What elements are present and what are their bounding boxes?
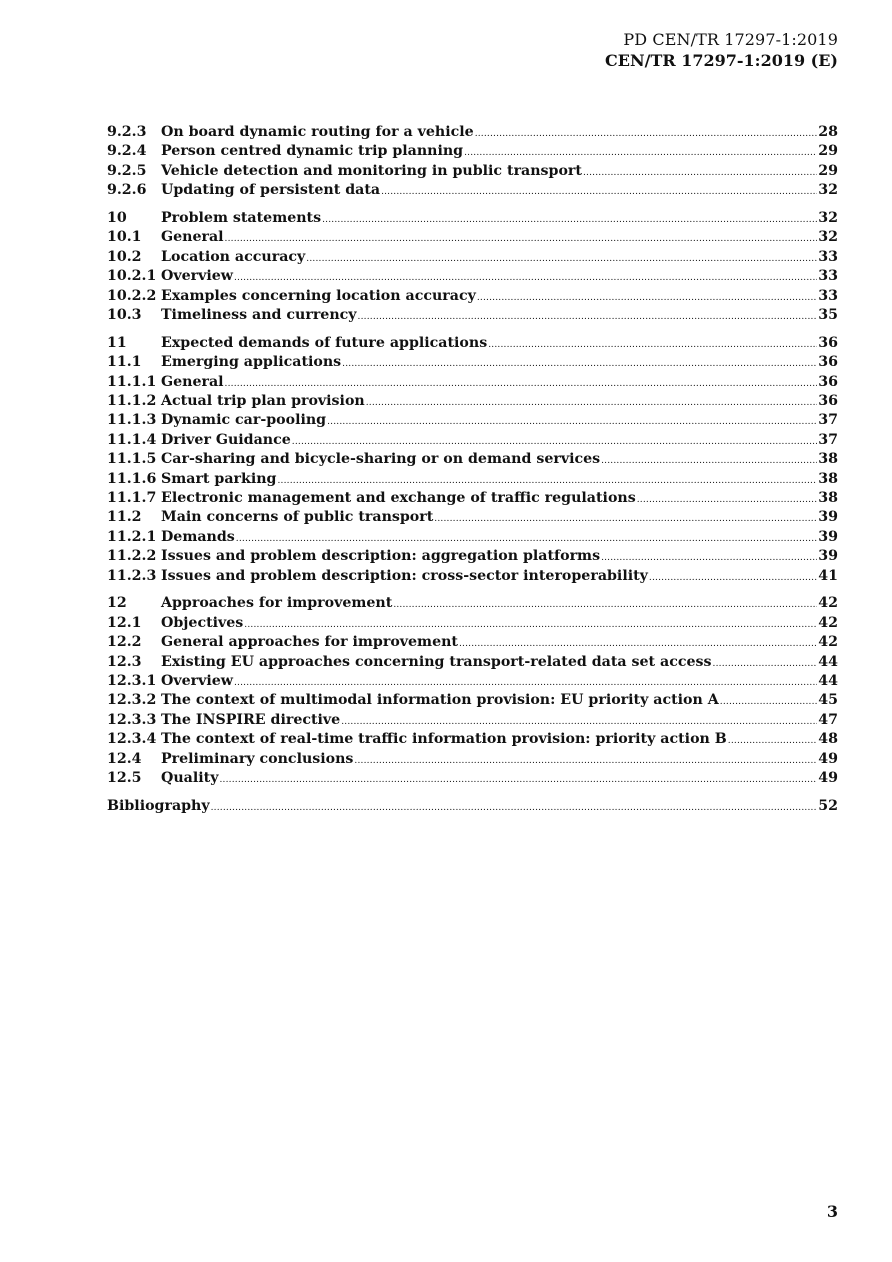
toc-entry-number: 12.3.1: [107, 673, 157, 690]
toc-dot-leader: [637, 491, 818, 510]
toc-entry-title: General: [161, 229, 224, 246]
toc-entry-title: Location accuracy: [161, 248, 306, 265]
toc-entry-number: 12.2: [107, 634, 142, 651]
toc-dot-leader: [244, 616, 817, 635]
toc-entry-page: 42: [818, 595, 838, 612]
toc-entry-title: Bibliography: [107, 797, 210, 814]
toc-entry-page: 33: [818, 268, 838, 285]
toc-dot-leader: [720, 693, 817, 712]
toc-entry-number: 10.2.2: [107, 287, 157, 304]
toc-entry-title: Actual trip plan provision: [161, 393, 365, 410]
toc-entry-page: 32: [818, 210, 838, 227]
toc-entry[interactable]: [107, 123, 838, 142]
toc-entry-page: 49: [818, 750, 838, 767]
toc-entry-title: Examples concerning location accuracy: [161, 287, 476, 304]
toc-entry-title: On board dynamic routing for a vehicle: [161, 124, 474, 140]
toc-entry-title: Main concerns of public transport: [161, 509, 434, 526]
toc-entry-number: 11.2.3: [107, 567, 157, 584]
toc-entry-number: 12.3.4: [107, 731, 157, 748]
toc-entry[interactable]: [107, 567, 838, 586]
toc-entry-title: The context of multimodal information provision: EU priority action A: [161, 692, 719, 709]
toc-entry-title: Problem statements: [161, 210, 322, 227]
toc-entry-page: 28: [818, 124, 838, 140]
toc-entry-title: Updating of persistent data: [161, 182, 381, 199]
toc-entry-number: 11.2.1: [107, 528, 157, 545]
toc-entry-title: Car-sharing and bicycle-sharing or on demand services: [161, 451, 601, 468]
toc-entry[interactable]: [107, 594, 838, 613]
toc-entry[interactable]: [107, 547, 838, 566]
toc-entry-number: 11.1.3: [107, 412, 157, 429]
toc-group: [107, 334, 838, 586]
toc-entry-number: 11.1.5: [107, 451, 157, 468]
toc-entry-title: General: [161, 373, 224, 390]
toc-dot-leader: [341, 713, 817, 732]
toc-entry-number: 12.3: [107, 653, 142, 670]
toc-entry-title: Objectives: [161, 614, 244, 631]
toc-entry-page: 45: [818, 692, 838, 709]
toc-entry-page: 38: [818, 470, 838, 487]
toc-dot-leader: [366, 394, 818, 413]
toc-entry-page: 36: [818, 354, 838, 371]
toc-entry[interactable]: [107, 287, 838, 306]
toc-entry-title: Timeliness and currency: [161, 307, 357, 324]
toc-entry-title: Dynamic car-pooling: [161, 412, 327, 429]
toc-entry-number: 9.2.6: [107, 182, 147, 199]
toc-entry-page: 52: [818, 797, 838, 814]
toc-entry-number: 12.5: [107, 770, 142, 786]
toc-entry-number: 10.2.1: [107, 268, 157, 285]
toc-entry[interactable]: [107, 392, 838, 411]
toc-entry-title: Smart parking: [161, 470, 277, 487]
document-reference: PD CEN/TR 17297-1:2019: [623, 30, 838, 49]
toc-dot-leader: [713, 655, 818, 674]
toc-entry-number: 11.1: [107, 354, 142, 371]
toc-dot-leader: [434, 510, 817, 529]
toc-entry[interactable]: [107, 672, 838, 691]
toc-entry-page: 29: [818, 143, 838, 160]
toc-entry[interactable]: [107, 248, 838, 267]
toc-entry-number: 9.2.3: [107, 124, 147, 140]
toc-entry-page: 39: [818, 509, 838, 526]
toc-entry[interactable]: [107, 769, 838, 788]
toc-dot-leader: [488, 336, 817, 355]
toc-entry-number: 10.1: [107, 229, 142, 246]
toc-dot-leader: [211, 799, 818, 818]
toc-dot-leader: [381, 183, 817, 202]
toc-dot-leader: [306, 250, 817, 269]
toc-entry-number: 11.2.2: [107, 548, 157, 565]
toc-entry[interactable]: [107, 691, 838, 710]
toc-dot-leader: [477, 289, 817, 308]
toc-entry-number: 10.3: [107, 307, 142, 324]
toc-entry-title: Person centred dynamic trip planning: [161, 143, 464, 160]
toc-entry-number: 11.1.7: [107, 490, 157, 507]
toc-dot-leader: [322, 211, 817, 230]
toc-entry[interactable]: [107, 267, 838, 286]
toc-dot-leader: [354, 752, 817, 771]
toc-entry-title: General approaches for improvement: [161, 634, 458, 651]
toc-group: [107, 123, 838, 201]
toc-entry-title: Electronic management and exchange of traffic regulations: [161, 490, 636, 507]
toc-entry[interactable]: [107, 614, 838, 633]
toc-entry-page: 33: [818, 248, 838, 265]
toc-entry[interactable]: [107, 162, 838, 181]
toc-entry[interactable]: [107, 528, 838, 547]
toc-entry-title: Issues and problem description: aggregation platforms: [161, 548, 601, 565]
toc-dot-leader: [277, 472, 817, 491]
toc-entry-page: 48: [818, 731, 838, 748]
toc-group: [107, 594, 838, 788]
toc-dot-leader: [475, 125, 818, 144]
toc-entry[interactable]: [107, 431, 838, 450]
toc-entry-page: 44: [818, 673, 838, 690]
toc-dot-leader: [225, 230, 818, 249]
toc-entry[interactable]: [107, 730, 838, 749]
toc-entry-title: Driver Guidance: [161, 431, 291, 448]
toc-entry-number: 11.1.2: [107, 393, 157, 410]
toc-entry[interactable]: [107, 411, 838, 430]
toc-dot-leader: [649, 569, 817, 588]
toc-entry-page: 36: [818, 334, 838, 351]
toc-dot-leader: [234, 674, 817, 693]
toc-dot-leader: [327, 413, 817, 432]
toc-dot-leader: [601, 452, 817, 471]
toc-entry-title: Demands: [161, 528, 235, 545]
toc-entry-title: Issues and problem description: cross-sector interoperability: [161, 567, 648, 584]
toc-dot-leader: [234, 269, 817, 288]
toc-entry[interactable]: [107, 470, 838, 489]
toc-entry-number: 12.1: [107, 614, 142, 631]
toc-dot-leader: [358, 308, 818, 327]
toc-group: [107, 797, 838, 816]
toc-entry-page: 32: [818, 229, 838, 246]
toc-entry[interactable]: [107, 797, 838, 816]
toc-entry[interactable]: [107, 228, 838, 247]
toc-entry-title: Quality: [161, 770, 219, 786]
toc-entry[interactable]: [107, 209, 838, 228]
toc-entry-number: 12.3.3: [107, 711, 157, 728]
toc-entry-title: The context of real-time traffic information provision: priority action B: [161, 731, 727, 748]
toc-entry-title: Approaches for improvement: [161, 595, 393, 612]
toc-entry-page: 33: [818, 287, 838, 304]
toc-group: [107, 209, 838, 325]
table-of-contents: [107, 123, 838, 825]
toc-dot-leader: [292, 433, 817, 452]
toc-entry-page: 29: [818, 162, 838, 179]
toc-entry-page: 42: [818, 634, 838, 651]
toc-entry[interactable]: [107, 508, 838, 527]
toc-entry-number: 11.2: [107, 509, 142, 526]
toc-entry[interactable]: [107, 142, 838, 161]
toc-dot-leader: [728, 732, 817, 751]
toc-entry-page: 35: [818, 307, 838, 324]
toc-entry-number: 12.4: [107, 750, 142, 767]
toc-dot-leader: [342, 355, 817, 374]
toc-entry[interactable]: [107, 306, 838, 325]
toc-entry-page: 47: [818, 711, 838, 728]
toc-entry-page: 36: [818, 393, 838, 410]
toc-entry-title: Emerging applications: [161, 354, 342, 371]
toc-entry-page: 37: [818, 412, 838, 429]
toc-entry-number: 10.2: [107, 248, 142, 265]
toc-entry-number: 10: [107, 210, 127, 227]
toc-entry[interactable]: [107, 489, 838, 508]
toc-entry-title: Vehicle detection and monitoring in public transport: [161, 162, 582, 179]
toc-dot-leader: [459, 635, 817, 654]
toc-entry-page: 44: [818, 653, 838, 670]
toc-entry-page: 49: [818, 770, 838, 786]
toc-entry-number: 12: [107, 595, 127, 612]
toc-entry-page: 37: [818, 431, 838, 448]
toc-dot-leader: [464, 144, 817, 163]
toc-dot-leader: [583, 164, 817, 183]
toc-entry-title: The INSPIRE directive: [161, 711, 341, 728]
toc-entry-number: 11: [107, 334, 127, 351]
toc-entry[interactable]: [107, 334, 838, 353]
toc-entry-number: 9.2.4: [107, 143, 147, 160]
toc-entry-number: 11.1.1: [107, 373, 157, 390]
page-header: [605, 30, 838, 72]
toc-entry-title: Overview: [161, 673, 233, 690]
toc-dot-leader: [219, 771, 817, 790]
toc-entry-number: 11.1.4: [107, 431, 157, 448]
toc-entry[interactable]: [107, 653, 838, 672]
toc-entry[interactable]: [107, 711, 838, 730]
toc-entry-title: Expected demands of future applications: [161, 334, 488, 351]
toc-entry-page: 42: [818, 614, 838, 631]
toc-entry-title: Existing EU approaches concerning transport-related data set access: [161, 653, 712, 670]
toc-entry-page: 38: [818, 490, 838, 507]
toc-entry-page: 41: [818, 567, 838, 584]
page-number: 3: [826, 1202, 838, 1221]
toc-entry[interactable]: [107, 750, 838, 769]
toc-entry-number: 9.2.5: [107, 162, 147, 179]
toc-entry-page: 32: [818, 182, 838, 199]
toc-entry-title: Overview: [161, 268, 233, 285]
toc-entry-number: 11.1.6: [107, 470, 157, 487]
toc-entry-number: 12.3.2: [107, 692, 157, 709]
toc-entry[interactable]: [107, 633, 838, 652]
toc-entry[interactable]: [107, 373, 838, 392]
toc-entry[interactable]: [107, 181, 838, 200]
toc-dot-leader: [601, 549, 817, 568]
toc-dot-leader: [393, 596, 817, 615]
toc-entry-title: Preliminary conclusions: [161, 750, 354, 767]
toc-entry-page: 39: [818, 548, 838, 565]
toc-entry[interactable]: [107, 353, 838, 372]
toc-entry-page: 38: [818, 451, 838, 468]
toc-entry-page: 39: [818, 528, 838, 545]
toc-dot-leader: [236, 530, 817, 549]
toc-entry-page: 36: [818, 373, 838, 390]
toc-entry[interactable]: [107, 450, 838, 469]
toc-dot-leader: [225, 375, 818, 394]
document-designation: CEN/TR 17297-1:2019 (E): [605, 51, 838, 70]
